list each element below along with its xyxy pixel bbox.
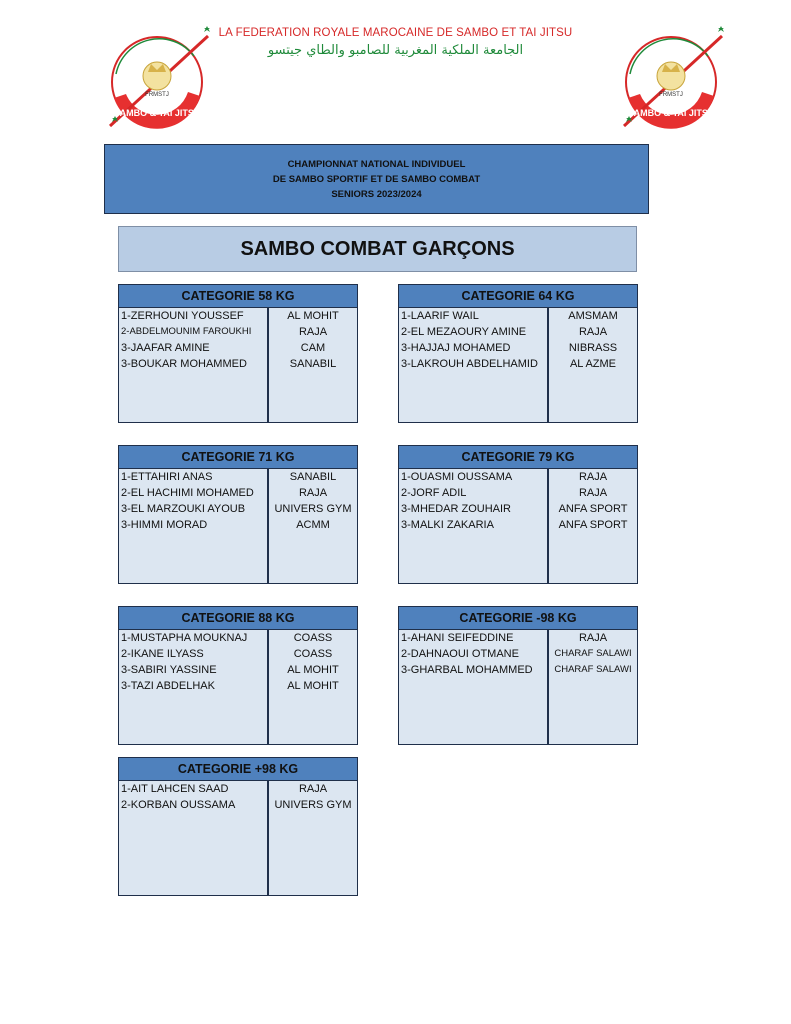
table-row	[399, 662, 637, 678]
category-title: CATEGORIE 64 KG	[399, 285, 637, 308]
table-row	[119, 630, 357, 646]
table-row	[399, 324, 637, 340]
federation-logo-right	[618, 26, 728, 136]
category-title: CATEGORIE 71 KG	[119, 446, 357, 469]
table-row	[119, 797, 357, 813]
category-title: CATEGORIE 88 KG	[119, 607, 357, 630]
category-title: CATEGORIE +98 KG	[119, 758, 357, 781]
athlete-name: 2-EL MEZAOURY AMINE	[401, 326, 527, 338]
athlete-name: 2-EL HACHIMI MOHAMED	[121, 487, 254, 499]
category-79kg	[398, 445, 638, 584]
club-name: RAJA	[578, 471, 608, 483]
category-64kg	[398, 284, 638, 423]
club-name: ACMM	[296, 519, 330, 531]
table-row	[119, 485, 357, 501]
club-name: SANABIL	[289, 471, 337, 483]
table-row	[119, 662, 357, 678]
championship-banner	[104, 144, 649, 214]
athlete-name: 3-SABIRI YASSINE	[121, 664, 217, 676]
athlete-name: 1-ZERHOUNI YOUSSEF	[121, 310, 244, 322]
federation-name-ar: الجامعة الملكية المغربية للصامبو والطاي جيتسو	[267, 43, 524, 58]
club-name: CHARAF SALAWI	[554, 664, 632, 675]
athlete-name: 3-BOUKAR MOHAMMED	[121, 358, 247, 370]
athlete-name: 3-JAAFAR AMINE	[121, 342, 210, 354]
athlete-name: 2-DAHNAOUI OTMANE	[401, 648, 519, 660]
athlete-name: 1-AIT LAHCEN SAAD	[121, 783, 229, 795]
athlete-name: 3-MHEDAR ZOUHAIR	[401, 503, 512, 515]
athlete-name: 3-GHARBAL MOHAMMED	[401, 664, 533, 676]
club-name: ANFA SPORT	[558, 519, 628, 531]
category-title: CATEGORIE 79 KG	[399, 446, 637, 469]
logo-sambo-text: SAMBO & TAI JITSU	[627, 108, 715, 118]
table-row	[119, 781, 357, 797]
club-name: UNIVERS GYM	[274, 503, 352, 515]
athlete-name: 3-HAJJAJ MOHAMED	[401, 342, 511, 354]
athlete-name: 2-KORBAN OUSSAMA	[121, 799, 236, 811]
athlete-name: 3-EL MARZOUKI AYOUB	[121, 503, 246, 515]
table-row	[399, 517, 637, 533]
table-row	[399, 646, 637, 662]
club-name: AL MOHIT	[287, 310, 339, 322]
club-name: RAJA	[298, 783, 328, 795]
table-row	[399, 340, 637, 356]
category-minus-98kg	[398, 606, 638, 745]
club-name: ANFA SPORT	[558, 503, 628, 515]
athlete-name: 3-LAKROUH ABDELHAMID	[401, 358, 538, 370]
category-title: CATEGORIE -98 KG	[399, 607, 637, 630]
athlete-name: 2-IKANE ILYASS	[121, 648, 204, 660]
club-name: AL AZME	[569, 358, 617, 370]
table-row	[119, 469, 357, 485]
table-row	[119, 356, 357, 372]
championship-line-1: CHAMPIONNAT NATIONAL INDIVIDUEL	[287, 158, 466, 170]
athlete-name: 2-ABDELMOUNIM FAROUKHI	[121, 326, 252, 337]
championship-line-2: DE SAMBO SPORTIF ET DE SAMBO COMBAT	[272, 173, 481, 185]
table-row	[119, 678, 357, 694]
category-88kg	[118, 606, 358, 745]
athlete-name: 1-AHANI SEIFEDDINE	[401, 632, 514, 644]
athlete-name: 1-OUASMI OUSSAMA	[401, 471, 513, 483]
federation-name-fr: LA FEDERATION ROYALE MAROCAINE DE SAMBO ET TAI JITSU	[218, 27, 573, 39]
club-name: SANABIL	[289, 358, 337, 370]
table-row	[399, 356, 637, 372]
category-58kg	[118, 284, 358, 423]
table-row	[399, 485, 637, 501]
club-name: RAJA	[578, 487, 608, 499]
table-row	[119, 501, 357, 517]
logo-sambo-text: SAMBO & TAI JITSU	[113, 108, 201, 118]
club-name: RAJA	[298, 487, 328, 499]
athlete-name: 3-TAZI ABDELHAK	[121, 680, 215, 692]
club-name: RAJA	[578, 632, 608, 644]
athlete-name: 1-ETTAHIRI ANAS	[121, 471, 213, 483]
club-name: NIBRASS	[568, 342, 618, 354]
championship-line-3: SENIORS 2023/2024	[331, 188, 422, 200]
club-name: RAJA	[578, 326, 608, 338]
table-row	[119, 517, 357, 533]
logo-abbrev: FRMSTJ	[145, 92, 169, 98]
table-row	[399, 630, 637, 646]
table-row	[119, 324, 357, 340]
club-name: UNIVERS GYM	[274, 799, 352, 811]
federation-logo-left	[104, 26, 214, 136]
logo-abbrev: FRMSTJ	[659, 92, 683, 98]
table-row	[399, 308, 637, 324]
table-row	[119, 340, 357, 356]
club-name: AL MOHIT	[287, 664, 339, 676]
club-name: CAM	[300, 342, 326, 354]
club-name: AMSMAM	[568, 310, 618, 322]
athlete-name: 3-HIMMI MORAD	[121, 519, 208, 531]
athlete-name: 3-MALKI ZAKARIA	[401, 519, 494, 531]
table-row	[399, 501, 637, 517]
athlete-name: 1-MUSTAPHA MOUKNAJ	[121, 632, 248, 644]
category-title: CATEGORIE 58 KG	[119, 285, 357, 308]
category-71kg	[118, 445, 358, 584]
club-name: RAJA	[298, 326, 328, 338]
club-name: COASS	[293, 632, 333, 644]
page-title: SAMBO COMBAT GARÇONS	[118, 226, 637, 272]
athlete-name: 2-JORF ADIL	[401, 487, 467, 499]
club-name: AL MOHIT	[287, 680, 339, 692]
category-plus-98kg	[118, 757, 358, 896]
club-name: COASS	[293, 648, 333, 660]
athlete-name: 1-LAARIF WAIL	[401, 310, 479, 322]
table-row	[119, 308, 357, 324]
club-name: CHARAF SALAWI	[554, 648, 632, 659]
table-row	[119, 646, 357, 662]
table-row	[399, 469, 637, 485]
